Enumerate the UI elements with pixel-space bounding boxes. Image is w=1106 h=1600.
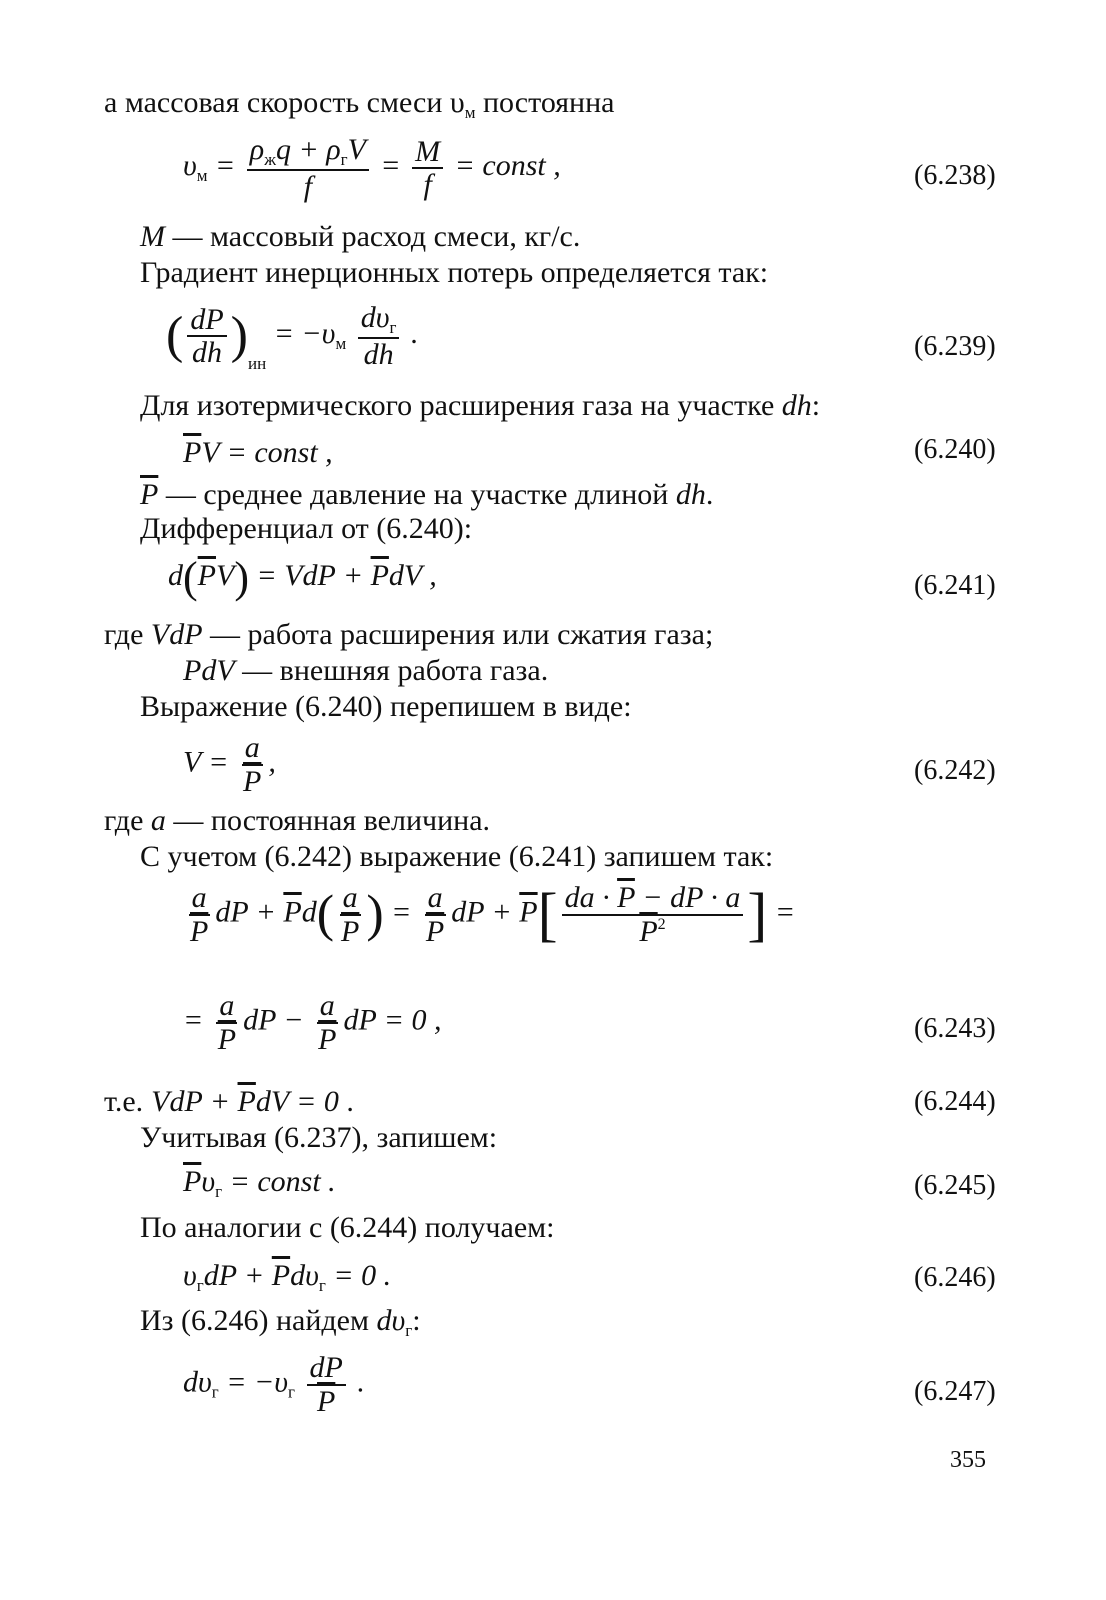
text-line-9: Выражение (6.240) перепишем в виде: [140,690,632,723]
equation-6-238: $\upsilon_м$ = $\rho_жq + \rho_гV$ f = $\frac{M}{f}$ = const , [183,133,561,203]
text-line-14: По аналогии с (6.244) получаем: [140,1211,555,1244]
equation-6-240: $\overline{P}V$ = const , [183,436,333,469]
equation-6-247: $d\upsilon_г = -\upsilon_г$ $\frac{dP}{P}$ . [183,1351,365,1418]
equation-6-243-line-1: $\frac{a}{P}$ dP + $\overline{P}d$( $\frac{a}{P}$ ) = $\frac{a}{P}$ dP + $\overline{P}$[ $\frac{da \cdot \overline{P} - dP \cdot a}{\overline{P}^2}$ ] = [190,881,796,948]
text-line-6: Дифференциал от (6.240): [140,512,473,545]
equation-number-6-238: (6.238) [914,160,996,191]
text-line-3: Градиент инерционных потерь определяется так: [140,256,769,289]
text-line-15: Из (6.246) найдем $d\upsilon_г$: [140,1304,421,1340]
text-line-13: Учитывая (6.237), запишем: [140,1121,498,1154]
text-line-5: $\overline{P}$ — среднее давление на участке длиной dh. [140,478,714,511]
equation-number-6-241: (6.241) [914,570,996,601]
equation-6-246: $\upsilon_гdP + \overline{P}d\upsilon_г = 0$ . [183,1259,392,1295]
text-line-8: PdV — внешняя работа газа. [183,654,549,687]
text-line-1: а массовая скорость смеси $\upsilon_м$ постоянна [104,86,615,122]
equation-6-241: $d(\overline{P}V)$ = VdP + $\overline{P}dV$ , [168,553,437,602]
equation-number-6-244: (6.244) [914,1086,996,1117]
equation-6-242: V = $\frac{a}{P}$ , [183,731,276,798]
equation-number-6-245: (6.245) [914,1170,996,1201]
equation-number-6-246: (6.246) [914,1262,996,1293]
equation-number-6-243: (6.243) [914,1013,996,1044]
text-line-7: где VdP — работа расширения или сжатия газа; [104,618,714,651]
equation-6-239: ( $\frac{dP}{dh}$ )$_{ин} = -\upsilon_м$ $d\upsilon_г$ dh . [166,301,419,374]
page-number: 355 [950,1447,986,1473]
equation-number-6-247: (6.247) [914,1376,996,1407]
text-line-10: где a — постоянная величина. [104,804,491,837]
text-line-2: M — массовый расход смеси, кг/с. [140,220,581,253]
text-line-12: т.е. VdP + $\overline{P}dV = 0$ . [104,1085,354,1118]
equation-number-6-242: (6.242) [914,755,996,786]
text-line-4: Для изотермического расширения газа на участке dh: [140,389,821,422]
equation-number-6-240: (6.240) [914,434,996,465]
text-line-11: С учетом (6.242) выражение (6.241) запишем так: [140,840,774,873]
equation-6-245: $\overline{P}\upsilon_г$ = const . [183,1165,336,1201]
equation-number-6-239: (6.239) [914,331,996,362]
equation-6-243-line-2: = $\frac{a}{P}$ dP − $\frac{a}{P}$ dP = 0 , [183,989,442,1056]
